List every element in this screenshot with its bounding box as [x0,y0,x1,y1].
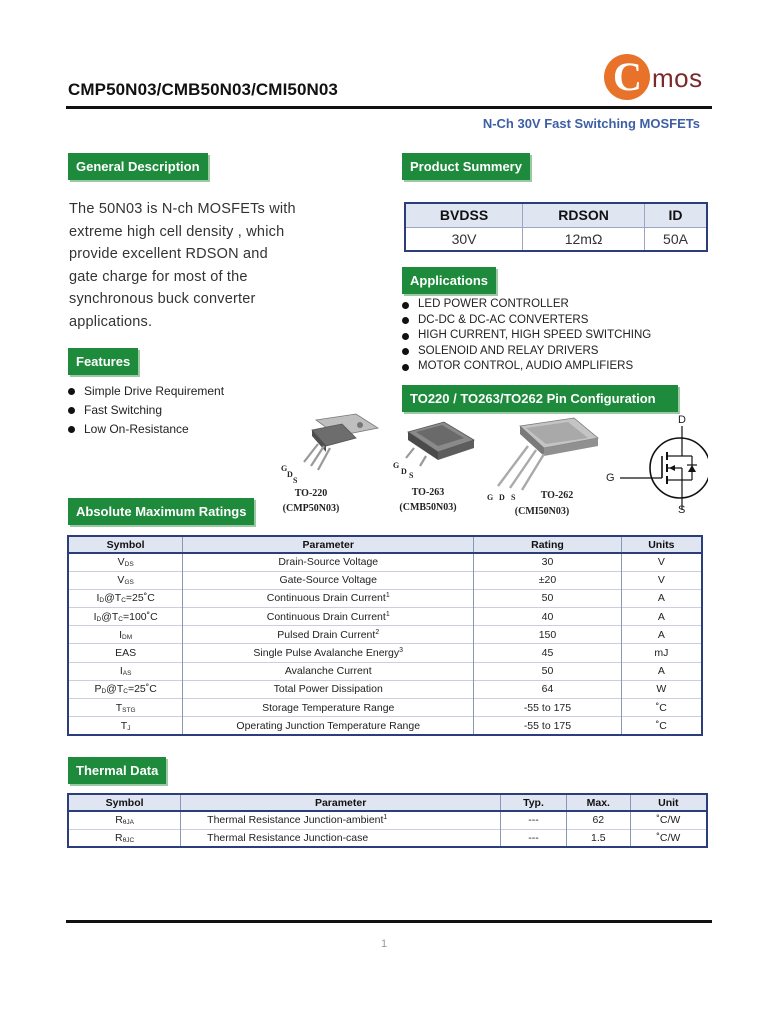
symbol-cell [68,644,183,662]
symbol-subscript: GS [124,579,134,587]
parameter-cell [181,829,501,847]
symbol-text: T [120,719,128,732]
absolute-max-heading: Absolute Maximum Ratings [68,498,254,525]
parameter-text: Continuous Drain Current [266,610,386,623]
table-row [68,626,702,644]
symbol-subscript: D [101,688,107,696]
pin-configuration-heading: TO220 / TO263/TO262 Pin Configuration [402,385,678,412]
typ-cell: --- [501,811,567,829]
unit-cell: A [621,608,702,626]
symbol-cell [68,699,183,717]
document-subtitle: N-Ch 30V Fast Switching MOSFETs [482,116,700,131]
table-header: Symbol [68,536,183,553]
parameter-cell [183,644,474,662]
unit-cell: ˚C/W [630,811,707,829]
applications-list [402,297,651,375]
applications-heading: Applications [402,267,496,294]
parameter-cell [181,811,501,829]
parameter-cell [183,662,474,680]
table-header: Parameter [183,536,474,553]
to220-pin-d: D [287,470,293,479]
page-number: 1 [380,938,388,950]
logo-text: mos [652,63,703,93]
unit-cell: ˚C [621,717,702,735]
symbol-subscript: STG [122,706,136,714]
symbol-text: I [96,592,100,605]
logo-letter: C [613,54,642,99]
symbol-cell [68,571,183,589]
rating-cell: 50 [474,589,621,607]
general-description-text: The 50N03 is N-ch MOSFETs with extreme high cell density , which provide excellent RDSON and gate charge for most of the synchronous buck converter applications. [69,201,296,330]
symbol-subscript: D [96,615,102,623]
to263-pin-d: D [401,467,407,476]
parameter-cell [183,699,474,717]
to220-package-drawing [298,412,382,474]
mosfet-symbol-icon [620,426,708,510]
to263-package-drawing [398,418,478,474]
title-divider [66,106,712,109]
symbol-subscript: DS [124,561,134,569]
table-header: ID [645,203,707,227]
symbol-subscript: D [99,597,105,605]
table-header-row [405,203,707,227]
document-title: CMP50N03/CMB50N03/CMI50N03 [68,80,338,99]
footnote-marker: 2 [375,628,380,636]
rating-cell: -55 to 175 [474,717,621,735]
unit-cell: V [621,571,702,589]
table-header: Units [621,536,702,553]
absolute-max-table [67,535,703,736]
typ-cell: --- [501,829,567,847]
symbol-text: R [115,814,123,827]
symbol-cell [68,553,183,571]
product-summary-heading: Product Summery [402,153,530,180]
max-cell: 1.5 [566,829,630,847]
parameter-cell [183,553,474,571]
unit-cell: A [621,589,702,607]
rating-cell: 50 [474,662,621,680]
parameter-text: Avalanche Current [284,665,372,678]
symbol-cell [68,680,183,698]
to262-pin-g: G [487,493,494,502]
table-row [68,608,702,626]
list-item: Low On-Resistance [68,420,224,439]
condition-value: =100˚C [122,610,158,623]
to263-name: TO-263 [411,487,445,498]
footnote-marker: 3 [399,647,404,655]
parameter-cell [183,680,474,698]
list-item: SOLENOID AND RELAY DRIVERS [402,344,651,360]
symbol-text: V [117,574,125,587]
schematic-drain-label: D [678,414,686,426]
max-cell: 62 [566,811,630,829]
rating-cell: 45 [474,644,621,662]
to220-pin-s: S [293,476,298,485]
to262-pin-s: S [511,493,516,502]
symbol-cell [68,608,183,626]
symbol-cell [68,662,183,680]
parameter-text: Operating Junction Temperature Range [236,719,421,732]
symbol-text: I [93,610,97,623]
thermal-data-body [68,811,707,847]
to220-part: (CMP50N03) [282,503,340,514]
symbol-text: T [115,701,123,714]
schematic-source-label: S [678,504,686,516]
symbol-cell [68,811,181,829]
table-row [68,680,702,698]
table-row [68,829,707,847]
parameter-text: Gate-Source Voltage [279,574,377,587]
symbol-text: R [115,832,123,845]
to263-pin-s: S [409,471,414,480]
features-list [68,382,224,439]
table-row [68,717,702,735]
to263-pin-g: G [393,461,400,470]
unit-cell: ˚C/W [630,829,707,847]
condition-value: =25˚C [125,592,155,605]
symbol-subscript: θJA [122,819,134,827]
rating-cell: -55 to 175 [474,699,621,717]
footer-divider [66,920,712,923]
table-row [405,227,707,251]
unit-cell: ˚C [621,699,702,717]
absolute-max-body [68,553,702,735]
table-header: Unit [630,794,707,811]
to220-pin-g: G [281,464,288,473]
footnote-marker: 1 [385,610,390,618]
table-row [68,662,702,680]
table-row [68,589,702,607]
parameter-text: Continuous Drain Current [266,592,386,605]
footnote-marker: 1 [385,592,390,600]
table-header: Typ. [501,794,567,811]
symbol-subscript: θJC [122,837,135,845]
rating-cell: ±20 [474,571,621,589]
condition-value: =25˚C [127,683,157,696]
table-header-row [68,794,707,811]
parameter-cell [183,571,474,589]
condition-text: @T [104,592,122,605]
symbol-text: EAS [115,647,137,660]
parameter-cell [183,608,474,626]
parameter-cell [183,626,474,644]
list-item: LED POWER CONTROLLER [402,297,651,313]
parameter-cell [183,589,474,607]
list-item: MOTOR CONTROL, AUDIO AMPLIFIERS [402,359,651,375]
product-summary-table [404,202,708,252]
parameter-text: Pulsed Drain Current [277,628,376,641]
list-item: DC-DC & DC-AC CONVERTERS [402,313,651,329]
symbol-text: I [119,665,123,678]
list-item: HIGH CURRENT, HIGH SPEED SWITCHING [402,328,651,344]
parameter-cell [183,717,474,735]
table-header: Max. [566,794,630,811]
table-row [68,644,702,662]
symbol-cell [68,829,181,847]
parameter-text: Single Pulse Avalanche Energy [253,647,400,660]
thermal-data-table [67,793,708,848]
to220-name: TO-220 [294,488,328,499]
thermal-data-heading: Thermal Data [68,757,166,784]
footnote-marker: 1 [383,814,388,822]
symbol-cell [68,626,183,644]
list-item: Fast Switching [68,401,224,420]
table-row [68,699,702,717]
table-header: Symbol [68,794,181,811]
table-header: BVDSS [405,203,523,227]
table-row [68,553,702,571]
unit-cell: mJ [621,644,702,662]
list-item: Simple Drive Requirement [68,382,224,401]
condition-text: @T [101,610,119,623]
to262-name: TO-262 [540,490,574,501]
table-header-row [68,536,702,553]
condition-subscript: C [118,615,123,623]
unit-cell: A [621,662,702,680]
table-cell: 50A [645,227,707,251]
unit-cell: W [621,680,702,698]
symbol-text: I [119,628,123,641]
schematic-gate-label: G [606,472,615,484]
symbol-text: V [117,556,125,569]
table-header: Rating [474,536,621,553]
to263-part: (CMB50N03) [399,502,457,513]
parameter-text: Total Power Dissipation [273,683,383,696]
symbol-cell [68,589,183,607]
parameter-text: Storage Temperature Range [262,701,395,714]
rating-cell: 30 [474,553,621,571]
to262-package-drawing [490,416,602,492]
table-cell: 30V [405,227,523,251]
symbol-subscript: J [127,724,131,732]
rating-cell: 150 [474,626,621,644]
unit-cell: V [621,553,702,571]
features-heading: Features [68,348,138,375]
parameter-text: Thermal Resistance Junction-ambient [207,814,384,827]
table-cell: 12mΩ [523,227,645,251]
to262-pin-d: D [499,493,505,502]
condition-text: @T [106,683,124,696]
unit-cell: A [621,626,702,644]
table-header: RDSON [523,203,645,227]
to262-part: (CMI50N03) [514,506,570,517]
general-description-heading: General Description [68,153,208,180]
parameter-text: Thermal Resistance Junction-case [207,832,369,845]
cmos-logo [604,52,714,102]
condition-subscript: C [123,688,128,696]
rating-cell: 40 [474,608,621,626]
condition-subscript: C [121,597,126,605]
table-row [68,811,707,829]
table-header: Parameter [181,794,501,811]
symbol-cell [68,717,183,735]
symbol-subscript: DM [122,633,133,641]
parameter-text: Drain-Source Voltage [278,556,379,569]
symbol-text: P [94,683,102,696]
rating-cell: 64 [474,680,621,698]
table-row [68,571,702,589]
symbol-subscript: AS [122,670,132,678]
